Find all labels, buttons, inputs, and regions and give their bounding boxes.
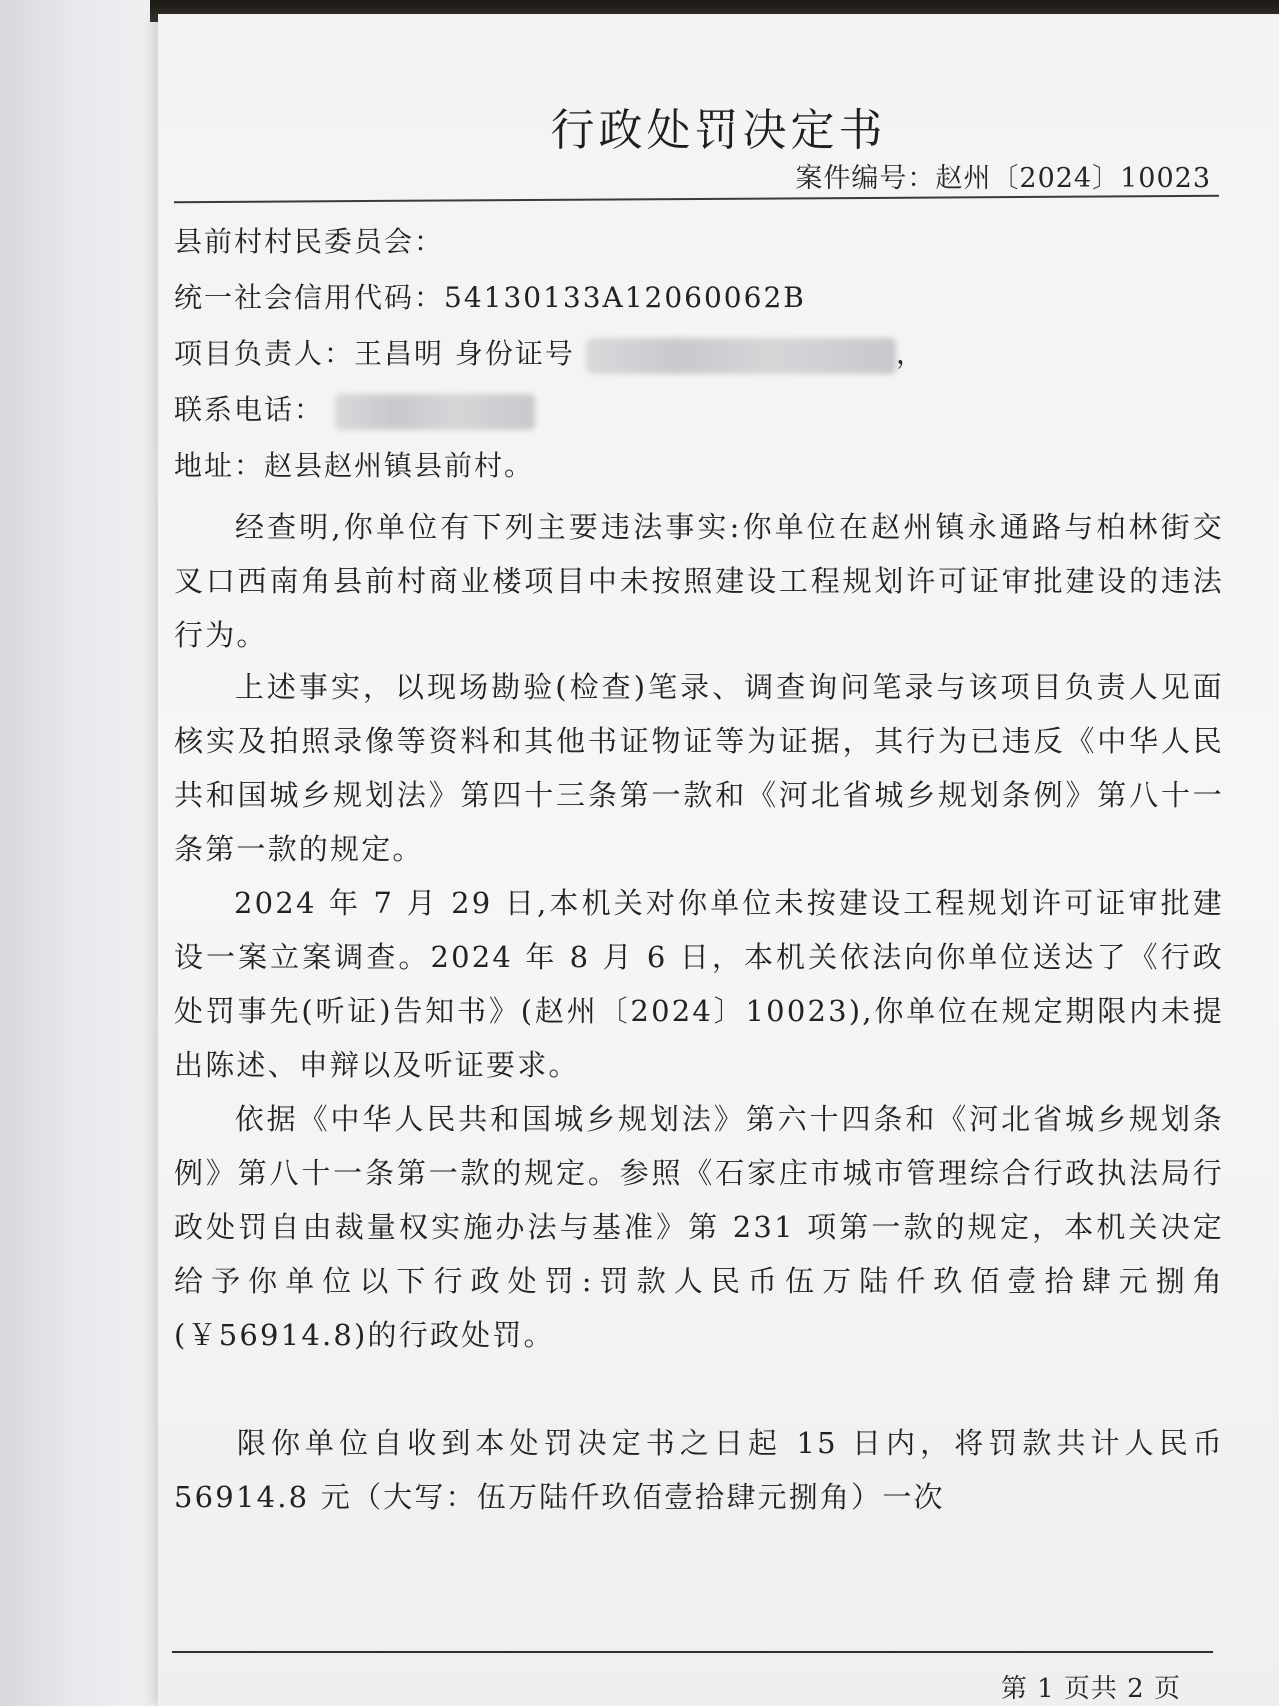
paragraph-payment: 限你单位自收到本处罚决定书之日起 15 日内，将罚款共计人民币 56914.8 元（大写：伍万陆仟玖佰壹拾肆元捌角）一次 (174, 1426, 1224, 1514)
credit-code: 统一社会信用代码：54130133A12060062B (174, 281, 806, 314)
adjacent-page-edge (0, 0, 165, 1706)
paragraph-facts: 经查明,你单位有下列主要违法事实:你单位在赵州镇永通路与柏林街交叉口西南角县前村商业楼项目中未按照建设工程规划许可证审批建设的违法行为。 (174, 510, 1224, 652)
responsible-person-tail: ， (895, 337, 926, 370)
paragraph-procedure: 2024 年 7 月 29 日,本机关对你单位未按建设工程规划许可证审批建设一案立案调查。2024 年 8 月 6 日，本机关依法向你单位送达了《行政处罚事先(听证)告知书》(赵州〔2024〕10023),你单位在规定期限内未提出陈述、申辩以及听证要求。 (174, 886, 1224, 1082)
redacted-id-number (586, 338, 896, 374)
redacted-phone-number (335, 394, 535, 430)
case-number: 案件编号：赵州〔2024〕10023 (795, 163, 1211, 194)
phone-line (174, 388, 535, 430)
responsible-person-line (174, 332, 926, 374)
document-title: 行政处罚决定书 (550, 105, 887, 156)
document-page (158, 14, 1279, 1706)
phone-label: 联系电话： (174, 393, 325, 426)
paragraph-decision: 依据《中华人民共和国城乡规划法》第六十四条和《河北省城乡规划条例》第八十一条第一款的规定。参照《石家庄市城市管理综合行政执法局行政处罚自由裁量权实施办法与基准》第 231 项第一款的规定，本机关决定给予你单位以下行政处罚:罚款人民币伍万陆仟玖佰壹拾肆元捌角(￥56914.8)的行政处罚。 (174, 1102, 1224, 1352)
paragraph-evidence: 上述事实，以现场勘验(检查)笔录、调查询问笔录与该项目负责人见面核实及拍照录像等资料和其他书证物证等为证据，其行为已违反《中华人民共和国城乡规划法》第四十三条第一款和《河北省城乡规划条例》第八十一条第一款的规定。 (174, 670, 1224, 866)
address: 地址：赵县赵州镇县前村。 (174, 449, 535, 482)
addressee: 县前村村民委员会： (174, 225, 445, 258)
footer-rule (172, 1651, 1213, 1653)
responsible-person: 项目负责人：王昌明 身份证号 (174, 337, 575, 370)
header-rule (174, 195, 1219, 203)
page-number: 第 1 页共 2 页 (1000, 1674, 1181, 1704)
